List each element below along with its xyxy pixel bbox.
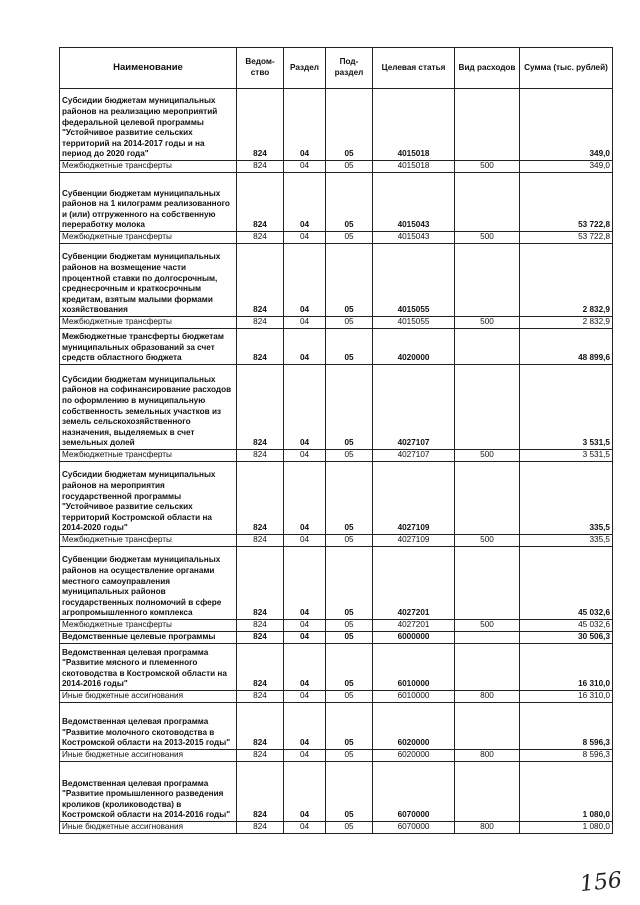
table-row — [60, 703, 613, 750]
table-row — [60, 535, 613, 547]
row-expense-type — [455, 644, 520, 691]
row-target-article: 4027107 — [373, 450, 455, 462]
row-department: 824 — [237, 535, 284, 547]
row-amount: 3 531,5 — [520, 365, 613, 450]
row-department: 824 — [237, 89, 284, 161]
row-target-article: 6000000 — [373, 632, 455, 644]
row-department: 824 — [237, 232, 284, 244]
row-expense-type — [455, 462, 520, 535]
row-section: 04 — [284, 365, 326, 450]
row-amount: 30 506,3 — [520, 632, 613, 644]
table-row — [60, 620, 613, 632]
row-section: 04 — [284, 535, 326, 547]
row-name: Ведомственная целевая программа "Развитие промышленного разведения кроликов (кролиководства) в Костромской области на 2014-2016 годы" — [60, 762, 237, 822]
row-target-article: 6020000 — [373, 703, 455, 750]
row-amount: 1 080,0 — [520, 822, 613, 834]
row-amount: 48 899,6 — [520, 329, 613, 365]
table-header-row — [60, 48, 613, 89]
budget-table — [59, 47, 613, 834]
row-section: 04 — [284, 620, 326, 632]
row-target-article: 4027109 — [373, 462, 455, 535]
row-amount: 45 032,6 — [520, 547, 613, 620]
row-section: 04 — [284, 89, 326, 161]
row-subsection: 05 — [326, 329, 373, 365]
row-target-article: 4027109 — [373, 535, 455, 547]
row-expense-type: 500 — [455, 161, 520, 173]
row-department: 824 — [237, 822, 284, 834]
row-target-article: 6010000 — [373, 644, 455, 691]
row-section: 04 — [284, 691, 326, 703]
row-department: 824 — [237, 317, 284, 329]
row-section: 04 — [284, 762, 326, 822]
row-subsection: 05 — [326, 173, 373, 232]
table-row — [60, 317, 613, 329]
row-section: 04 — [284, 822, 326, 834]
row-target-article: 4027201 — [373, 620, 455, 632]
row-expense-type: 800 — [455, 691, 520, 703]
row-section: 04 — [284, 703, 326, 750]
row-expense-type: 800 — [455, 822, 520, 834]
row-expense-type: 500 — [455, 317, 520, 329]
row-department: 824 — [237, 691, 284, 703]
row-amount: 335,5 — [520, 535, 613, 547]
page-number: 156 — [578, 867, 624, 898]
row-section: 04 — [284, 632, 326, 644]
row-target-article: 4015043 — [373, 173, 455, 232]
table-row — [60, 450, 613, 462]
row-expense-type — [455, 89, 520, 161]
table-row — [60, 329, 613, 365]
row-amount: 16 310,0 — [520, 691, 613, 703]
row-amount: 349,0 — [520, 89, 613, 161]
row-subsection: 05 — [326, 822, 373, 834]
row-amount: 45 032,6 — [520, 620, 613, 632]
row-subsection: 05 — [326, 244, 373, 317]
row-amount: 53 722,8 — [520, 232, 613, 244]
header-section: Раздел — [284, 48, 326, 89]
row-expense-type: 500 — [455, 450, 520, 462]
row-subsection: 05 — [326, 750, 373, 762]
table-row — [60, 365, 613, 450]
row-subsection: 05 — [326, 365, 373, 450]
row-subsection: 05 — [326, 161, 373, 173]
row-target-article: 4015018 — [373, 161, 455, 173]
row-name: Межбюджетные трансферты — [60, 161, 237, 173]
row-target-article: 4027201 — [373, 547, 455, 620]
row-subsection: 05 — [326, 691, 373, 703]
table-row — [60, 89, 613, 161]
row-target-article: 4027107 — [373, 365, 455, 450]
row-name: Субсидии бюджетам муниципальных районов на мероприятия государственной программы "Устойчивое развитие сельских территорий Костромской области на 2014-2020 годы" — [60, 462, 237, 535]
row-department: 824 — [237, 620, 284, 632]
row-name: Иные бюджетные ассигнования — [60, 822, 237, 834]
row-department: 824 — [237, 450, 284, 462]
row-expense-type — [455, 173, 520, 232]
table-row — [60, 547, 613, 620]
row-amount: 8 596,3 — [520, 703, 613, 750]
row-name: Субсидии бюджетам муниципальных районов на реализацию мероприятий федеральной целевой программы "Устойчивое развитие сельских территорий на 2014-2017 годы и на период до 2020 года" — [60, 89, 237, 161]
row-expense-type: 500 — [455, 620, 520, 632]
row-target-article: 6070000 — [373, 822, 455, 834]
row-expense-type: 500 — [455, 232, 520, 244]
row-expense-type — [455, 762, 520, 822]
row-name: Межбюджетные трансферты бюджетам муниципальных образований за счет средств областного бюджета — [60, 329, 237, 365]
row-amount: 16 310,0 — [520, 644, 613, 691]
table-row — [60, 822, 613, 834]
row-name: Иные бюджетные ассигнования — [60, 750, 237, 762]
row-amount: 1 080,0 — [520, 762, 613, 822]
row-subsection: 05 — [326, 644, 373, 691]
row-department: 824 — [237, 762, 284, 822]
row-section: 04 — [284, 317, 326, 329]
row-target-article: 4015043 — [373, 232, 455, 244]
row-expense-type — [455, 244, 520, 317]
row-subsection: 05 — [326, 535, 373, 547]
header-department: Ведом-ство — [237, 48, 284, 89]
row-target-article: 4015018 — [373, 89, 455, 161]
row-target-article: 4020000 — [373, 329, 455, 365]
row-section: 04 — [284, 750, 326, 762]
row-name: Межбюджетные трансферты — [60, 232, 237, 244]
row-target-article: 4015055 — [373, 317, 455, 329]
row-department: 824 — [237, 750, 284, 762]
row-name: Межбюджетные трансферты — [60, 450, 237, 462]
row-amount: 53 722,8 — [520, 173, 613, 232]
row-amount: 3 531,5 — [520, 450, 613, 462]
row-department: 824 — [237, 161, 284, 173]
row-name: Субвенции бюджетам муниципальных районов на 1 килограмм реализованного и (или) отгруженного на собственную переработку молока — [60, 173, 237, 232]
row-name: Ведомственная целевая программа "Развитие молочного скотоводства в Костромской области на 2013-2015 годы" — [60, 703, 237, 750]
row-department: 824 — [237, 644, 284, 691]
row-name: Субвенции бюджетам муниципальных районов на осуществление органами местного самоуправления муниципальных районов государственных полномочий в сфере агропромышленного комплекса — [60, 547, 237, 620]
row-expense-type — [455, 703, 520, 750]
row-section: 04 — [284, 329, 326, 365]
row-subsection: 05 — [326, 547, 373, 620]
row-expense-type — [455, 365, 520, 450]
table-row — [60, 244, 613, 317]
row-subsection: 05 — [326, 620, 373, 632]
row-name: Межбюджетные трансферты — [60, 535, 237, 547]
row-name: Иные бюджетные ассигнования — [60, 691, 237, 703]
row-subsection: 05 — [326, 89, 373, 161]
row-section: 04 — [284, 644, 326, 691]
table-row — [60, 750, 613, 762]
table-row — [60, 173, 613, 232]
table-row — [60, 762, 613, 822]
header-amount: Сумма (тыс. рублей) — [520, 48, 613, 89]
row-subsection: 05 — [326, 632, 373, 644]
row-department: 824 — [237, 329, 284, 365]
row-name: Межбюджетные трансферты — [60, 317, 237, 329]
row-expense-type: 800 — [455, 750, 520, 762]
row-subsection: 05 — [326, 317, 373, 329]
header-subsection: Под-раздел — [326, 48, 373, 89]
row-amount: 2 832,9 — [520, 317, 613, 329]
row-target-article: 6020000 — [373, 750, 455, 762]
row-subsection: 05 — [326, 232, 373, 244]
table-row — [60, 232, 613, 244]
table-row — [60, 644, 613, 691]
row-department: 824 — [237, 365, 284, 450]
row-target-article: 6010000 — [373, 691, 455, 703]
row-section: 04 — [284, 450, 326, 462]
header-expense-type: Вид расходов — [455, 48, 520, 89]
table-row — [60, 691, 613, 703]
header-name: Наименование — [60, 48, 237, 89]
row-subsection: 05 — [326, 703, 373, 750]
table-row — [60, 632, 613, 644]
row-name: Субсидии бюджетам муниципальных районов на софинансирование расходов по оформлению в муниципальную собственность земельных участков из земель сельскохозяйственного назначения, выделяемых в счет земельных долей — [60, 365, 237, 450]
row-section: 04 — [284, 173, 326, 232]
row-target-article: 4015055 — [373, 244, 455, 317]
row-section: 04 — [284, 232, 326, 244]
row-expense-type — [455, 547, 520, 620]
row-name: Ведомственная целевая программа "Развитие мясного и племенного скотоводства в Костромской области на 2014-2016 годы" — [60, 644, 237, 691]
row-department: 824 — [237, 462, 284, 535]
table-row — [60, 161, 613, 173]
row-section: 04 — [284, 161, 326, 173]
row-subsection: 05 — [326, 450, 373, 462]
row-expense-type — [455, 632, 520, 644]
table-row — [60, 462, 613, 535]
row-name: Межбюджетные трансферты — [60, 620, 237, 632]
row-amount: 2 832,9 — [520, 244, 613, 317]
header-target-article: Целевая статья — [373, 48, 455, 89]
row-name: Ведомственные целевые программы — [60, 632, 237, 644]
row-target-article: 6070000 — [373, 762, 455, 822]
row-section: 04 — [284, 547, 326, 620]
row-name: Субвенции бюджетам муниципальных районов на возмещение части процентной ставки по долгосрочным, среднесрочным и краткосрочным кредитам, взятым малыми формами хозяйствования — [60, 244, 237, 317]
row-section: 04 — [284, 244, 326, 317]
row-subsection: 05 — [326, 762, 373, 822]
row-amount: 8 596,3 — [520, 750, 613, 762]
row-expense-type — [455, 329, 520, 365]
row-department: 824 — [237, 244, 284, 317]
row-amount: 335,5 — [520, 462, 613, 535]
row-department: 824 — [237, 547, 284, 620]
row-department: 824 — [237, 703, 284, 750]
row-department: 824 — [237, 632, 284, 644]
row-amount: 349,0 — [520, 161, 613, 173]
row-subsection: 05 — [326, 462, 373, 535]
row-expense-type: 500 — [455, 535, 520, 547]
row-department: 824 — [237, 173, 284, 232]
row-section: 04 — [284, 462, 326, 535]
